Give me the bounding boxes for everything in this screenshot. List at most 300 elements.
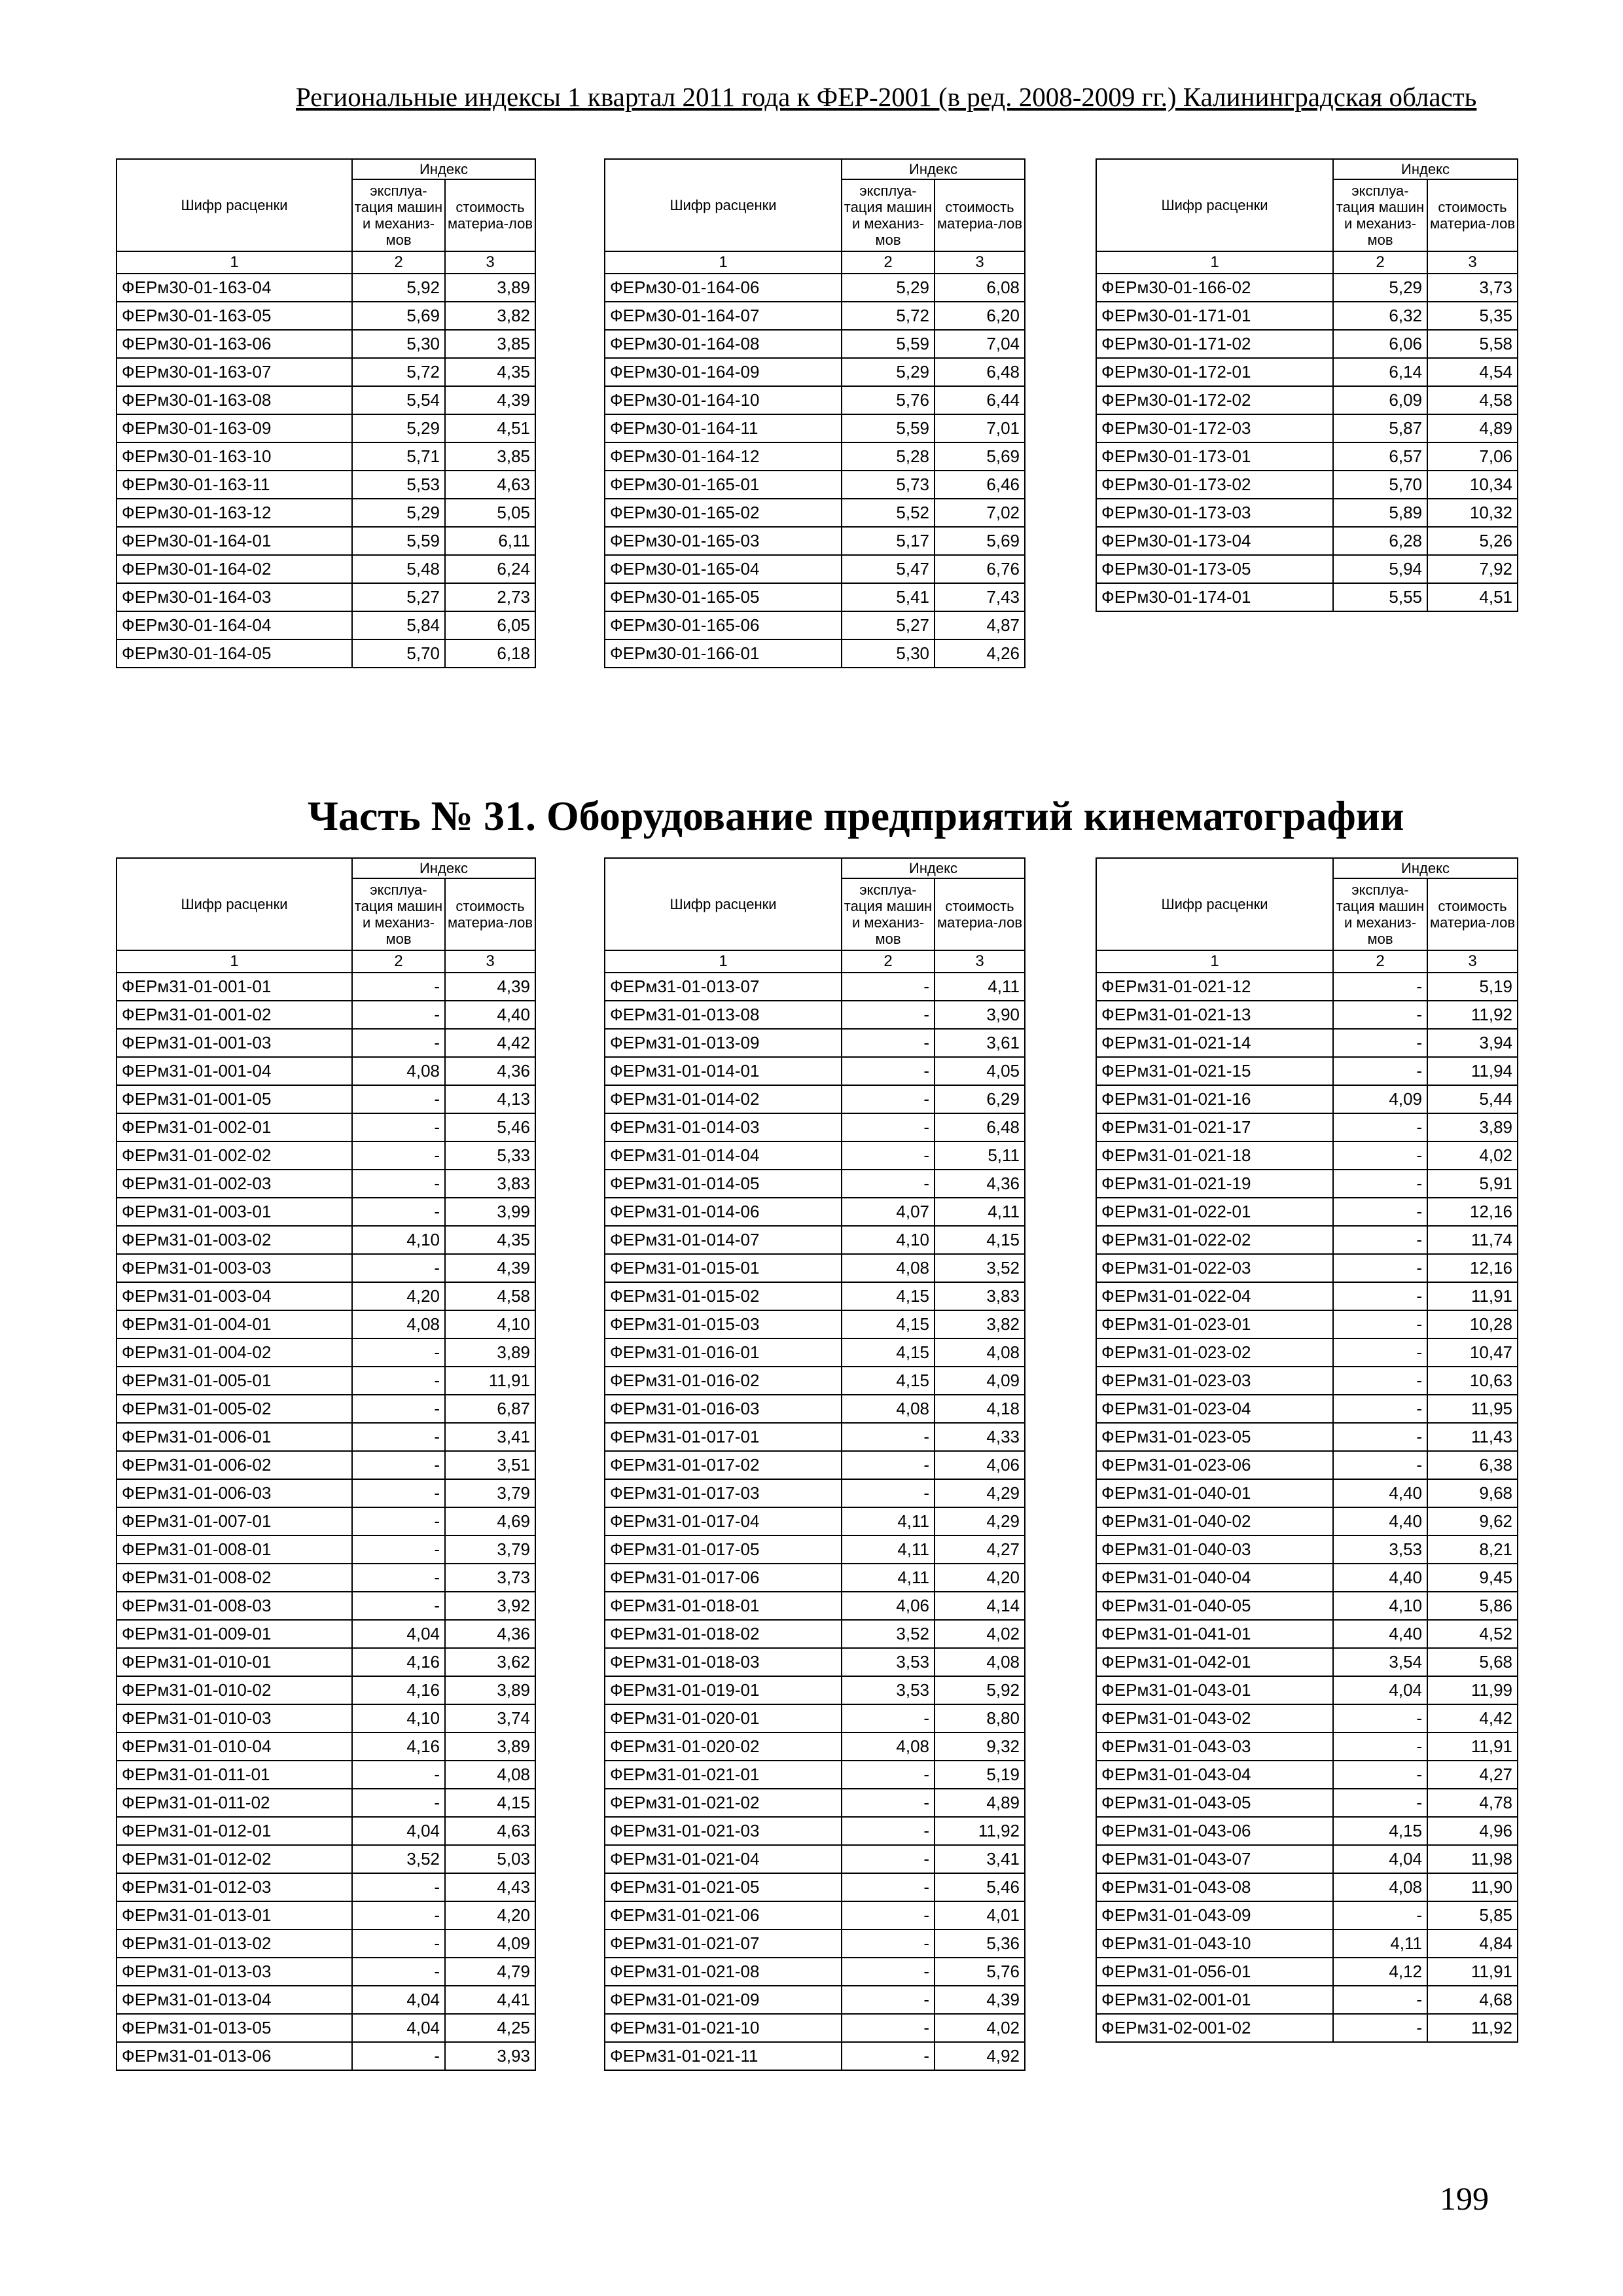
rate-code-cell: ФЕРм31-01-056-01 <box>1096 1958 1333 1986</box>
machines-index-cell: - <box>352 2042 445 2070</box>
table-row <box>116 1845 535 1873</box>
machines-index-cell: - <box>1333 1395 1427 1423</box>
table-row <box>116 1479 535 1507</box>
materials-index-cell: 4,58 <box>1427 386 1518 414</box>
rate-code-cell: ФЕРм31-01-040-01 <box>1096 1479 1333 1507</box>
table-row <box>116 2042 535 2070</box>
table-row <box>1096 302 1518 330</box>
col-number: 1 <box>1096 251 1333 274</box>
machines-index-cell: 5,92 <box>352 274 445 302</box>
table-row <box>116 1986 535 2014</box>
materials-index-cell: 5,19 <box>1427 973 1518 1001</box>
materials-index-cell: 5,19 <box>935 1761 1025 1789</box>
col-header-index: Индекс <box>842 159 1025 179</box>
machines-index-cell: - <box>1333 1901 1427 1929</box>
machines-index-cell: - <box>842 2042 935 2070</box>
table-row <box>116 1423 535 1451</box>
table-row <box>116 1254 535 1282</box>
table-row <box>1096 274 1518 302</box>
materials-index-cell: 3,83 <box>445 1170 535 1198</box>
machines-index-cell: 6,28 <box>1333 527 1427 555</box>
machines-index-cell: - <box>352 1873 445 1901</box>
table-row <box>605 1817 1025 1845</box>
index-table-part30-3 <box>1096 158 1518 612</box>
rate-code-cell: ФЕРм31-01-021-07 <box>605 1929 842 1958</box>
col-header-index: Индекс <box>352 858 535 878</box>
rate-code-cell: ФЕРм31-01-043-10 <box>1096 1929 1333 1958</box>
machines-index-cell: 5,59 <box>842 330 935 358</box>
materials-index-cell: 4,41 <box>445 1986 535 2014</box>
rate-code-cell: ФЕРм30-01-172-03 <box>1096 414 1333 442</box>
table-row <box>116 639 535 668</box>
rate-code-cell: ФЕРм31-01-005-01 <box>116 1367 352 1395</box>
machines-index-cell: 4,04 <box>1333 1676 1427 1704</box>
table-row <box>1096 386 1518 414</box>
table-row <box>1096 1141 1518 1170</box>
rate-code-cell: ФЕРм31-01-014-06 <box>605 1198 842 1226</box>
materials-index-cell: 3,82 <box>445 302 535 330</box>
rate-code-cell: ФЕРм31-01-020-02 <box>605 1732 842 1761</box>
table-row <box>605 1789 1025 1817</box>
machines-index-cell: - <box>1333 973 1427 1001</box>
rate-code-cell: ФЕРм31-01-009-01 <box>116 1620 352 1648</box>
machines-index-cell: - <box>1333 1001 1427 1029</box>
materials-index-cell: 4,27 <box>1427 1761 1518 1789</box>
rate-code-cell: ФЕРм31-01-010-04 <box>116 1732 352 1761</box>
table-row <box>605 471 1025 499</box>
rate-code-cell: ФЕРм31-01-021-17 <box>1096 1113 1333 1141</box>
machines-index-cell: - <box>352 1254 445 1282</box>
rate-code-cell: ФЕРм30-01-171-01 <box>1096 302 1333 330</box>
materials-index-cell: 4,18 <box>935 1395 1025 1423</box>
col-header-machines: эксплуа-тация машин и механиз-мов <box>1333 878 1427 950</box>
table-row <box>1096 1338 1518 1367</box>
machines-index-cell: - <box>842 1986 935 2014</box>
machines-index-cell: 4,16 <box>352 1676 445 1704</box>
rate-code-cell: ФЕРм31-01-021-16 <box>1096 1085 1333 1113</box>
rate-code-cell: ФЕРм31-01-008-01 <box>116 1535 352 1564</box>
machines-index-cell: - <box>1333 1761 1427 1789</box>
rate-code-cell: ФЕРм31-01-021-01 <box>605 1761 842 1789</box>
rate-code-cell: ФЕРм31-01-012-02 <box>116 1845 352 1873</box>
rate-code-cell: ФЕРм31-01-022-03 <box>1096 1254 1333 1282</box>
table-row <box>116 1789 535 1817</box>
table-row <box>605 611 1025 639</box>
machines-index-cell: - <box>842 1901 935 1929</box>
rate-code-cell: ФЕРм31-01-043-08 <box>1096 1873 1333 1901</box>
machines-index-cell: 4,08 <box>352 1310 445 1338</box>
rate-code-cell: ФЕРм30-01-174-01 <box>1096 583 1333 611</box>
table-row <box>605 1704 1025 1732</box>
materials-index-cell: 3,92 <box>445 1592 535 1620</box>
table-row <box>605 1226 1025 1254</box>
rate-code-cell: ФЕРм31-01-012-03 <box>116 1873 352 1901</box>
rate-code-cell: ФЕРм31-01-001-02 <box>116 1001 352 1029</box>
materials-index-cell: 3,41 <box>445 1423 535 1451</box>
col-header-code: Шифр расценки <box>605 858 842 950</box>
rate-code-cell: ФЕРм31-01-021-04 <box>605 1845 842 1873</box>
machines-index-cell: 5,84 <box>352 611 445 639</box>
materials-index-cell: 6,48 <box>935 358 1025 386</box>
materials-index-cell: 6,46 <box>935 471 1025 499</box>
rate-code-cell: ФЕРм31-01-016-03 <box>605 1395 842 1423</box>
index-table-part30-2 <box>604 158 1026 668</box>
table-row <box>605 499 1025 527</box>
col-number: 3 <box>935 950 1025 973</box>
machines-index-cell: 5,29 <box>352 414 445 442</box>
table-row <box>1096 1564 1518 1592</box>
materials-index-cell: 5,46 <box>445 1113 535 1141</box>
rate-code-cell: ФЕРм31-01-043-01 <box>1096 1676 1333 1704</box>
materials-index-cell: 5,91 <box>1427 1170 1518 1198</box>
table-row <box>116 471 535 499</box>
machines-index-cell: - <box>842 1057 935 1085</box>
table-row <box>116 1732 535 1761</box>
table-row <box>605 386 1025 414</box>
materials-index-cell: 6,18 <box>445 639 535 668</box>
materials-index-cell: 3,79 <box>445 1535 535 1564</box>
rate-code-cell: ФЕРм31-01-015-01 <box>605 1254 842 1282</box>
machines-index-cell: 6,06 <box>1333 330 1427 358</box>
col-number: 2 <box>1333 950 1427 973</box>
table-row <box>116 1057 535 1085</box>
col-header-code: Шифр расценки <box>605 159 842 251</box>
materials-index-cell: 11,90 <box>1427 1873 1518 1901</box>
materials-index-cell: 4,06 <box>935 1451 1025 1479</box>
machines-index-cell: 4,15 <box>1333 1817 1427 1845</box>
machines-index-cell: 5,41 <box>842 583 935 611</box>
materials-index-cell: 4,63 <box>445 1817 535 1845</box>
table-row <box>116 611 535 639</box>
table-row <box>605 302 1025 330</box>
rate-code-cell: ФЕРм31-01-008-03 <box>116 1592 352 1620</box>
rate-code-cell: ФЕРм31-01-040-02 <box>1096 1507 1333 1535</box>
table-row <box>1096 1620 1518 1648</box>
col-number: 2 <box>1333 251 1427 274</box>
table-row <box>1096 1507 1518 1535</box>
machines-index-cell: 6,14 <box>1333 358 1427 386</box>
rate-code-cell: ФЕРм31-01-013-07 <box>605 973 842 1001</box>
rate-code-cell: ФЕРм30-01-165-06 <box>605 611 842 639</box>
table-row <box>116 1113 535 1141</box>
machines-index-cell: 4,11 <box>842 1507 935 1535</box>
machines-index-cell: 5,29 <box>352 499 445 527</box>
machines-index-cell: - <box>842 1479 935 1507</box>
materials-index-cell: 4,43 <box>445 1873 535 1901</box>
table-row <box>605 1001 1025 1029</box>
machines-index-cell: - <box>352 1901 445 1929</box>
machines-index-cell: - <box>352 1958 445 1986</box>
machines-index-cell: 4,07 <box>842 1198 935 1226</box>
materials-index-cell: 4,54 <box>1427 358 1518 386</box>
machines-index-cell: 5,72 <box>352 358 445 386</box>
table-row <box>1096 1029 1518 1057</box>
rate-code-cell: ФЕРм31-01-011-01 <box>116 1761 352 1789</box>
rate-code-cell: ФЕРм30-01-164-03 <box>116 583 352 611</box>
materials-index-cell: 4,29 <box>935 1479 1025 1507</box>
machines-index-cell: 5,17 <box>842 527 935 555</box>
rate-code-cell: ФЕРм30-01-163-11 <box>116 471 352 499</box>
table-row <box>1096 583 1518 611</box>
materials-index-cell: 11,98 <box>1427 1845 1518 1873</box>
col-number: 2 <box>842 251 935 274</box>
materials-index-cell: 4,51 <box>1427 583 1518 611</box>
table-row <box>605 1310 1025 1338</box>
rate-code-cell: ФЕРм30-01-163-10 <box>116 442 352 471</box>
rate-code-cell: ФЕРм31-01-013-04 <box>116 1986 352 2014</box>
materials-index-cell: 5,46 <box>935 1873 1025 1901</box>
materials-index-cell: 11,74 <box>1427 1226 1518 1254</box>
materials-index-cell: 11,92 <box>1427 1001 1518 1029</box>
machines-index-cell: 5,72 <box>842 302 935 330</box>
table-row <box>1096 1310 1518 1338</box>
table-row <box>605 1620 1025 1648</box>
col-header-materials: стоимость материа-лов <box>445 179 535 251</box>
table-row <box>1096 1789 1518 1817</box>
materials-index-cell: 3,89 <box>445 274 535 302</box>
rate-code-cell: ФЕРм31-01-004-01 <box>116 1310 352 1338</box>
rate-code-cell: ФЕРм31-02-001-02 <box>1096 2014 1333 2042</box>
machines-index-cell: 5,87 <box>1333 414 1427 442</box>
materials-index-cell: 9,32 <box>935 1732 1025 1761</box>
rate-code-cell: ФЕРм31-01-003-03 <box>116 1254 352 1282</box>
machines-index-cell: - <box>1333 1226 1427 1254</box>
machines-index-cell: 4,04 <box>1333 1845 1427 1873</box>
rate-code-cell: ФЕРм30-01-163-07 <box>116 358 352 386</box>
table-row <box>116 1141 535 1170</box>
rate-code-cell: ФЕРм31-01-010-02 <box>116 1676 352 1704</box>
machines-index-cell: - <box>352 1535 445 1564</box>
table-row <box>605 1254 1025 1282</box>
col-header-materials: стоимость материа-лов <box>935 878 1025 950</box>
materials-index-cell: 12,16 <box>1427 1198 1518 1226</box>
table-row <box>605 1929 1025 1958</box>
rate-code-cell: ФЕРм31-01-013-08 <box>605 1001 842 1029</box>
table-row <box>605 1873 1025 1901</box>
rate-code-cell: ФЕРм31-01-014-01 <box>605 1057 842 1085</box>
rate-code-cell: ФЕРм31-01-021-09 <box>605 1986 842 2014</box>
table-row <box>116 1198 535 1226</box>
machines-index-cell: - <box>352 1141 445 1170</box>
materials-index-cell: 4,87 <box>935 611 1025 639</box>
rate-code-cell: ФЕРм31-01-018-01 <box>605 1592 842 1620</box>
table-row <box>116 1901 535 1929</box>
materials-index-cell: 7,43 <box>935 583 1025 611</box>
materials-index-cell: 4,39 <box>935 1986 1025 2014</box>
materials-index-cell: 3,99 <box>445 1198 535 1226</box>
materials-index-cell: 5,92 <box>935 1676 1025 1704</box>
materials-index-cell: 4,35 <box>445 358 535 386</box>
rate-code-cell: ФЕРм31-01-023-02 <box>1096 1338 1333 1367</box>
materials-index-cell: 11,43 <box>1427 1423 1518 1451</box>
materials-index-cell: 3,83 <box>935 1282 1025 1310</box>
table-row <box>1096 330 1518 358</box>
machines-index-cell: 4,08 <box>1333 1873 1427 1901</box>
col-header-materials: стоимость материа-лов <box>935 179 1025 251</box>
rate-code-cell: ФЕРм31-01-001-04 <box>116 1057 352 1085</box>
rate-code-cell: ФЕРм31-01-013-02 <box>116 1929 352 1958</box>
materials-index-cell: 4,51 <box>445 414 535 442</box>
materials-index-cell: 6,20 <box>935 302 1025 330</box>
rate-code-cell: ФЕРм31-01-021-15 <box>1096 1057 1333 1085</box>
machines-index-cell: - <box>842 2014 935 2042</box>
table-row <box>116 330 535 358</box>
table-row <box>605 1676 1025 1704</box>
table-row <box>116 1507 535 1535</box>
materials-index-cell: 3,89 <box>1427 1113 1518 1141</box>
materials-index-cell: 4,15 <box>935 1226 1025 1254</box>
machines-index-cell: - <box>1333 1254 1427 1282</box>
rate-code-cell: ФЕРм31-01-022-04 <box>1096 1282 1333 1310</box>
table-row <box>1096 1845 1518 1873</box>
machines-index-cell: 3,53 <box>842 1648 935 1676</box>
rate-code-cell: ФЕРм30-01-173-02 <box>1096 471 1333 499</box>
materials-index-cell: 10,47 <box>1427 1338 1518 1367</box>
table-row <box>1096 1761 1518 1789</box>
machines-index-cell: - <box>352 1564 445 1592</box>
rate-code-cell: ФЕРм31-01-023-01 <box>1096 1310 1333 1338</box>
materials-index-cell: 4,10 <box>445 1310 535 1338</box>
machines-index-cell: 4,10 <box>842 1226 935 1254</box>
machines-index-cell: 5,29 <box>842 274 935 302</box>
rate-code-cell: ФЕРм31-01-012-01 <box>116 1817 352 1845</box>
machines-index-cell: - <box>1333 1789 1427 1817</box>
machines-index-cell: 5,59 <box>352 527 445 555</box>
col-header-code: Шифр расценки <box>1096 858 1333 950</box>
rate-code-cell: ФЕРм31-01-002-02 <box>116 1141 352 1170</box>
machines-index-cell: 4,08 <box>842 1254 935 1282</box>
rate-code-cell: ФЕРм31-01-021-02 <box>605 1789 842 1817</box>
materials-index-cell: 3,62 <box>445 1648 535 1676</box>
rate-code-cell: ФЕРм31-01-006-01 <box>116 1423 352 1451</box>
page-header: Региональные индексы 1 квартал 2011 года к ФЕР-2001 (в ред. 2008-2009 гг.) Калининградская область <box>296 82 1477 112</box>
col-number: 1 <box>605 251 842 274</box>
rate-code-cell: ФЕРм31-01-013-05 <box>116 2014 352 2042</box>
materials-index-cell: 4,09 <box>445 1929 535 1958</box>
machines-index-cell: - <box>842 1761 935 1789</box>
machines-index-cell: 5,28 <box>842 442 935 471</box>
materials-index-cell: 7,02 <box>935 499 1025 527</box>
materials-index-cell: 4,33 <box>935 1423 1025 1451</box>
table-row <box>116 2014 535 2042</box>
table-row <box>605 639 1025 668</box>
machines-index-cell: 3,52 <box>842 1620 935 1648</box>
machines-index-cell: 5,94 <box>1333 555 1427 583</box>
machines-index-cell: 5,30 <box>842 639 935 668</box>
section-title: Часть № 31. Оборудование предприятий кинематографии <box>308 793 1404 839</box>
rate-code-cell: ФЕРм31-01-022-01 <box>1096 1198 1333 1226</box>
index-table-part31-1 <box>116 857 536 2071</box>
materials-index-cell: 4,08 <box>935 1648 1025 1676</box>
rate-code-cell: ФЕРм31-01-021-13 <box>1096 1001 1333 1029</box>
machines-index-cell: - <box>1333 1141 1427 1170</box>
rate-code-cell: ФЕРм30-01-164-11 <box>605 414 842 442</box>
materials-index-cell: 5,33 <box>445 1141 535 1170</box>
machines-index-cell: 4,11 <box>842 1535 935 1564</box>
rate-code-cell: ФЕРм31-01-021-10 <box>605 2014 842 2042</box>
table-row <box>116 1761 535 1789</box>
materials-index-cell: 6,05 <box>445 611 535 639</box>
materials-index-cell: 4,25 <box>445 2014 535 2042</box>
machines-index-cell: 4,40 <box>1333 1507 1427 1535</box>
machines-index-cell: - <box>352 1085 445 1113</box>
rate-code-cell: ФЕРм31-01-016-02 <box>605 1367 842 1395</box>
materials-index-cell: 4,42 <box>1427 1704 1518 1732</box>
table-row <box>605 973 1025 1001</box>
materials-index-cell: 4,11 <box>935 973 1025 1001</box>
materials-index-cell: 6,24 <box>445 555 535 583</box>
rate-code-cell: ФЕРм30-01-163-09 <box>116 414 352 442</box>
materials-index-cell: 4,35 <box>445 1226 535 1254</box>
machines-index-cell: 4,04 <box>352 2014 445 2042</box>
rate-code-cell: ФЕРм30-01-165-05 <box>605 583 842 611</box>
materials-index-cell: 11,95 <box>1427 1395 1518 1423</box>
materials-index-cell: 3,51 <box>445 1451 535 1479</box>
materials-index-cell: 11,94 <box>1427 1057 1518 1085</box>
col-number: 1 <box>605 950 842 973</box>
table-row <box>116 386 535 414</box>
table-row <box>605 1958 1025 1986</box>
table-row <box>1096 1732 1518 1761</box>
machines-index-cell: - <box>352 1029 445 1057</box>
col-header-machines: эксплуа-тация машин и механиз-мов <box>352 179 445 251</box>
machines-index-cell: - <box>1333 1986 1427 2014</box>
materials-index-cell: 5,68 <box>1427 1648 1518 1676</box>
table-row <box>116 973 535 1001</box>
table-row <box>605 1141 1025 1170</box>
table-row <box>605 1367 1025 1395</box>
rate-code-cell: ФЕРм31-01-040-04 <box>1096 1564 1333 1592</box>
rate-code-cell: ФЕРм31-01-016-01 <box>605 1338 842 1367</box>
table-row <box>605 1451 1025 1479</box>
machines-index-cell: - <box>352 1929 445 1958</box>
table-row <box>116 527 535 555</box>
index-table-part30-1 <box>116 158 536 668</box>
machines-index-cell: 6,57 <box>1333 442 1427 471</box>
machines-index-cell: 3,54 <box>1333 1648 1427 1676</box>
table-row <box>1096 1901 1518 1929</box>
rate-code-cell: ФЕРм31-01-023-04 <box>1096 1395 1333 1423</box>
materials-index-cell: 5,86 <box>1427 1592 1518 1620</box>
rate-code-cell: ФЕРм30-01-165-02 <box>605 499 842 527</box>
rate-code-cell: ФЕРм31-01-017-01 <box>605 1423 842 1451</box>
rate-code-cell: ФЕРм30-01-164-08 <box>605 330 842 358</box>
machines-index-cell: - <box>352 1451 445 1479</box>
materials-index-cell: 5,35 <box>1427 302 1518 330</box>
col-header-index: Индекс <box>352 159 535 179</box>
table-row <box>116 1958 535 1986</box>
rate-code-cell: ФЕРм30-01-173-01 <box>1096 442 1333 471</box>
rate-code-cell: ФЕРм31-01-004-02 <box>116 1338 352 1367</box>
rate-code-cell: ФЕРм30-01-172-02 <box>1096 386 1333 414</box>
materials-index-cell: 4,09 <box>935 1367 1025 1395</box>
rate-code-cell: ФЕРм30-01-164-12 <box>605 442 842 471</box>
machines-index-cell: 4,40 <box>1333 1564 1427 1592</box>
machines-index-cell: 4,15 <box>842 1282 935 1310</box>
table-row <box>605 1535 1025 1564</box>
machines-index-cell: - <box>1333 1310 1427 1338</box>
table-row <box>605 1761 1025 1789</box>
machines-index-cell: - <box>842 1170 935 1198</box>
materials-index-cell: 4,13 <box>445 1085 535 1113</box>
rate-code-cell: ФЕРм31-01-018-03 <box>605 1648 842 1676</box>
col-header-materials: стоимость материа-лов <box>1427 878 1518 950</box>
materials-index-cell: 12,16 <box>1427 1254 1518 1282</box>
col-header-code: Шифр расценки <box>116 159 352 251</box>
machines-index-cell: - <box>1333 1057 1427 1085</box>
materials-index-cell: 4,08 <box>935 1338 1025 1367</box>
table-row <box>1096 1367 1518 1395</box>
